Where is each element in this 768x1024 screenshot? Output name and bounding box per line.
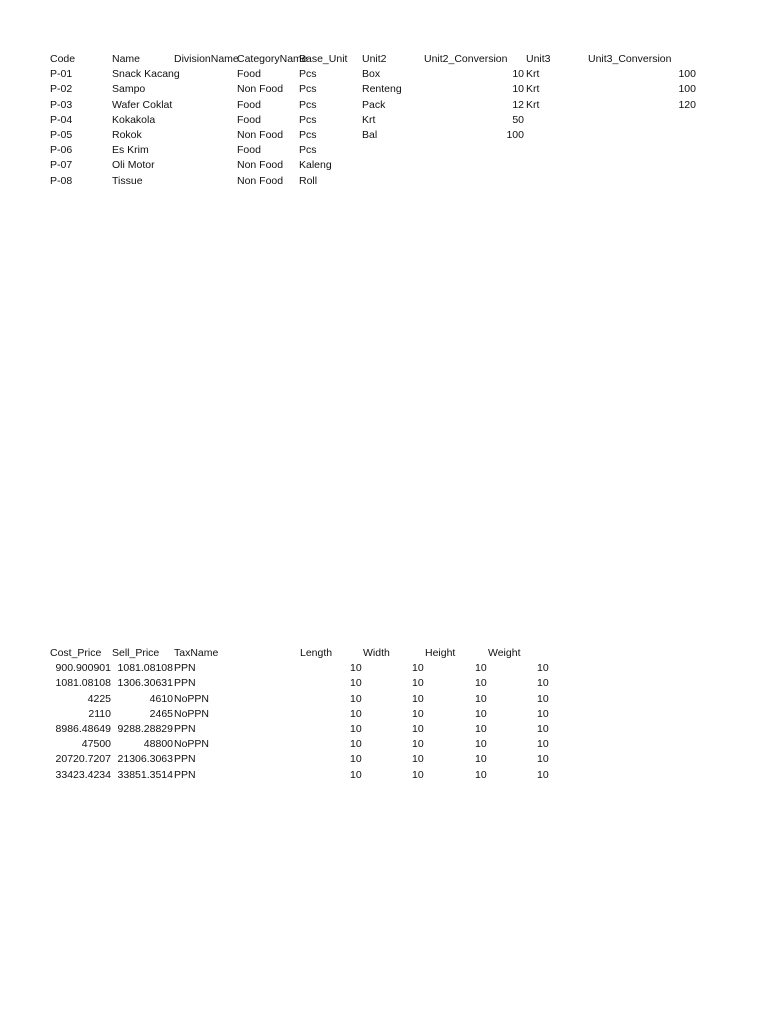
table-cell: 48800 — [143, 738, 173, 751]
table-cell: 10 — [475, 707, 487, 720]
column-header: Length — [300, 647, 333, 659]
table-cell: Krt — [362, 113, 376, 126]
table-cell: Food — [237, 98, 261, 111]
table-cell: 10 — [475, 722, 487, 735]
table-cell: Pcs — [299, 144, 317, 157]
column-header: Unit2_Conversion — [424, 53, 508, 65]
table-cell: Food — [237, 68, 261, 81]
table-cell: Kokakola — [112, 113, 156, 126]
table-cell: Food — [237, 144, 261, 157]
table-cell: 10 — [412, 662, 424, 675]
table-cell: Krt — [526, 83, 540, 96]
table-cell: 33423.4234 — [55, 768, 111, 781]
table-cell: Bal — [362, 128, 378, 141]
table-cell: Oli Motor — [112, 159, 155, 172]
table-cell: P-03 — [50, 98, 73, 111]
table-cell: 10 — [475, 692, 487, 705]
column-header: Unit3 — [526, 53, 551, 65]
table-cell: Non Food — [237, 174, 284, 187]
table-cell: PPN — [174, 768, 196, 781]
table-cell: 1306.30631 — [117, 677, 173, 690]
table-cell: Non Food — [237, 159, 284, 172]
table-cell: 10 — [537, 738, 549, 751]
table-cell: Pack — [362, 98, 386, 111]
table-cell: 50 — [512, 113, 524, 126]
table-cell: Non Food — [237, 128, 284, 141]
table-cell: NoPPN — [174, 692, 210, 705]
table-cell: P-01 — [50, 68, 73, 81]
table-cell: Tissue — [112, 174, 143, 187]
table-cell: 10 — [412, 738, 424, 751]
table-cell: Roll — [299, 174, 318, 187]
table-cell: Box — [362, 68, 381, 81]
table-cell: 10 — [350, 738, 362, 751]
column-header: Unit2 — [362, 53, 387, 65]
table-cell: 10 — [475, 738, 487, 751]
table-cell: 2110 — [88, 707, 111, 720]
table-cell: 10 — [350, 707, 362, 720]
table-cell: PPN — [174, 722, 196, 735]
table-cell: 47500 — [81, 738, 111, 751]
table-cell: 20720.7207 — [55, 753, 111, 766]
table-cell: 10 — [537, 722, 549, 735]
table-cell: Pcs — [299, 113, 317, 126]
column-header: DivisionName — [174, 53, 239, 65]
table-cell: Pcs — [299, 98, 317, 111]
column-header: TaxName — [174, 647, 219, 659]
table-cell: Pcs — [299, 128, 317, 141]
table-cell: 10 — [512, 68, 524, 81]
table-cell: 10 — [350, 722, 362, 735]
column-header: Height — [425, 647, 456, 659]
table-cell: 10 — [350, 662, 362, 675]
table-cell: 21306.3063 — [117, 753, 173, 766]
table-cell: Rokok — [112, 128, 142, 141]
table-cell: 10 — [537, 662, 549, 675]
table-cell: 10 — [350, 677, 362, 690]
table-cell: P-08 — [50, 174, 73, 187]
table-cell: 1081.08108 — [117, 662, 173, 675]
table-cell: 10 — [412, 677, 424, 690]
table-cell: Krt — [526, 98, 540, 111]
table-cell: 100 — [506, 128, 524, 141]
table-cell: 10 — [537, 753, 549, 766]
table-cell: 10 — [350, 692, 362, 705]
table-cell: 10 — [475, 677, 487, 690]
table-cell: 10 — [512, 83, 524, 96]
table-cell: P-02 — [50, 83, 73, 96]
table-cell: 10 — [412, 753, 424, 766]
table-cell: Kaleng — [299, 159, 332, 172]
table-cell: 12 — [512, 98, 524, 111]
table-cell: 10 — [537, 677, 549, 690]
table-cell: 900.900901 — [55, 662, 111, 675]
table-cell: NoPPN — [174, 707, 210, 720]
table-cell: 10 — [350, 768, 362, 781]
table-cell: 1081.08108 — [55, 677, 111, 690]
table-cell: 10 — [412, 692, 424, 705]
table-cell: 100 — [678, 83, 696, 96]
column-header: Unit3_Conversion — [588, 53, 672, 65]
table-cell: 10 — [475, 768, 487, 781]
table-cell: P-04 — [50, 113, 73, 126]
table-cell: Snack Kacang — [112, 68, 180, 81]
column-header: Width — [363, 647, 390, 659]
table-cell: 2465 — [149, 707, 173, 720]
table-cell: 10 — [412, 707, 424, 720]
table-cell: 10 — [537, 707, 549, 720]
table-cell: NoPPN — [174, 738, 210, 751]
table-cell: P-07 — [50, 159, 73, 172]
table-cell: 33851.3514 — [117, 768, 173, 781]
column-header: Base_Unit — [299, 53, 348, 65]
table-cell: Renteng — [362, 83, 402, 96]
column-header: CategoryName — [237, 53, 308, 65]
table-cell: 10 — [412, 768, 424, 781]
table-cell: 8986.48649 — [55, 722, 111, 735]
table-cell: PPN — [174, 753, 196, 766]
table-cell: Non Food — [237, 83, 284, 96]
table-cell: 10 — [537, 768, 549, 781]
table-cell: Es Krim — [112, 144, 149, 157]
column-header: Sell_Price — [112, 647, 160, 659]
table-cell: 10 — [475, 662, 487, 675]
table-cell: 10 — [475, 753, 487, 766]
column-header: Code — [50, 53, 76, 65]
table-cell: 10 — [412, 722, 424, 735]
table-cell: Sampo — [112, 83, 146, 96]
table-cell: 10 — [537, 692, 549, 705]
table-cell: Krt — [526, 68, 540, 81]
column-header: Name — [112, 53, 141, 65]
table-cell: 9288.28829 — [117, 722, 173, 735]
column-header: Cost_Price — [50, 647, 102, 659]
table-cell: PPN — [174, 662, 196, 675]
table-cell: Pcs — [299, 68, 317, 81]
table-cell: 4225 — [87, 692, 111, 705]
table-cell: 4610 — [149, 692, 173, 705]
table-cell: P-06 — [50, 144, 73, 157]
table-cell: P-05 — [50, 128, 73, 141]
table-cell: PPN — [174, 677, 196, 690]
table-cell: 120 — [678, 98, 696, 111]
column-header: Weight — [488, 647, 521, 659]
table-cell: Pcs — [299, 83, 317, 96]
table-cell: Food — [237, 113, 261, 126]
table-cell: 100 — [678, 68, 696, 81]
table-cell: Wafer Coklat — [112, 98, 173, 111]
table-cell: 10 — [350, 753, 362, 766]
